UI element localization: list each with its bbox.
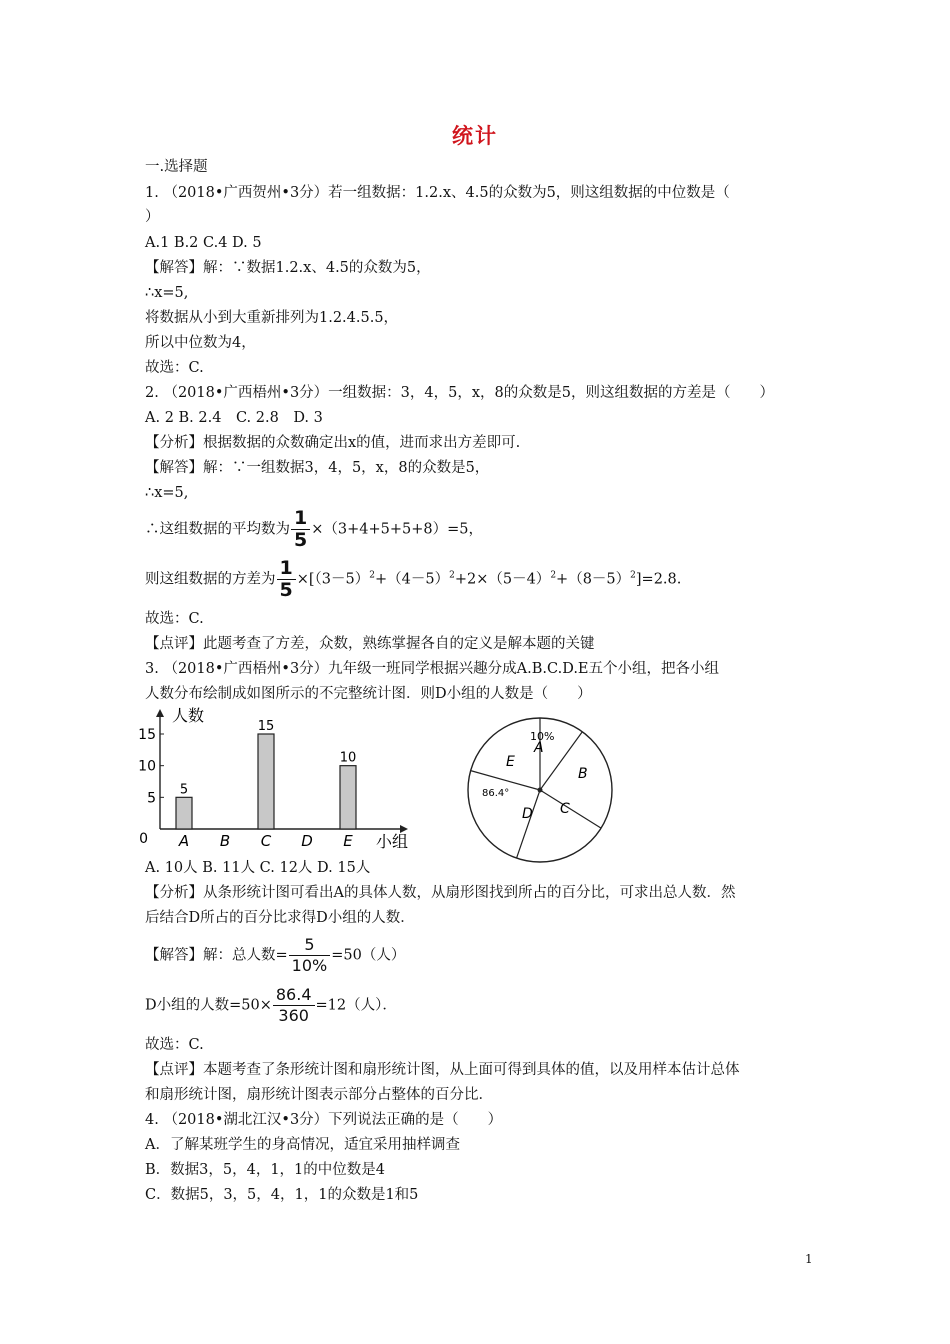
pie-annotation: 86.4°: [482, 788, 510, 799]
q2-mean-formula: [145, 508, 483, 551]
q3-d-suffix: =12（人）．: [315, 997, 397, 1014]
variance-term-3: +2×（5－4）: [454, 571, 551, 588]
bar-data-label: 15: [257, 719, 275, 734]
q1-answer-line4: 所以中位数为4，: [145, 335, 256, 351]
q3-options: A. 10人 B. 11人 C. 12人 D. 15人: [145, 860, 371, 876]
x-tick-label: D: [301, 832, 313, 850]
q2-mean-prefix: ∴这组数据的平均数为: [145, 521, 290, 538]
fraction-numerator: 1: [291, 508, 310, 530]
superscript-2: 2: [630, 570, 636, 581]
y-tick-label: 5: [147, 790, 156, 807]
q3-total-fraction: [289, 935, 331, 976]
q3-total-prefix: 【解答】解：总人数=: [145, 947, 288, 964]
fraction-numerator: 5: [289, 935, 331, 956]
q2-answer-line1: 【解答】解：∵一组数据3，4，5，x，8的众数是5，: [145, 460, 490, 476]
bar-chart: [140, 705, 430, 850]
y-tick-label: 0: [139, 831, 148, 847]
q1-answer-line5: 故选：C.: [145, 360, 204, 376]
q2-answer-line2: ∴x=5,: [145, 485, 189, 501]
q2-variance-prefix: 则这组数据的方差为: [145, 571, 276, 588]
q4-option-c: C．数据5，3，5，4，1，1的众数是1和5: [145, 1187, 419, 1203]
fraction-denominator: 360: [278, 1006, 309, 1025]
q1-answer-line3: 将数据从小到大重新排列为1.2.4.5.5，: [145, 310, 399, 326]
q1-stem-line1: 1. （2018•广西贺州•3分）若一组数据：1.2.x、4.5的众数为5，则这组数据的中位数是（: [145, 185, 730, 201]
pie-slice-label: B: [578, 766, 588, 782]
y-tick-label: 10: [138, 758, 156, 775]
q3-d-prefix: D小组的人数=50×: [145, 997, 272, 1014]
q2-mean-suffix: ×（3+4+5+5+8）=5，: [311, 521, 483, 538]
q3-total-suffix: =50（人）: [331, 947, 406, 964]
x-tick-label: E: [343, 832, 353, 850]
superscript-2: 2: [449, 570, 455, 581]
q4-option-b: B．数据3，5，4，1，1的中位数是4: [145, 1162, 386, 1178]
q3-comment-line2: 和扇形统计图，扇形统计图表示部分占整体的百分比．: [145, 1087, 493, 1103]
q2-comment: 【点评】此题考查了方差，众数，熟练掌握各自的定义是解本题的关键: [145, 636, 595, 652]
bar-data-label: 10: [339, 750, 357, 766]
variance-result: ]=2.8.: [635, 571, 682, 588]
fraction-numerator: 86.4: [273, 985, 315, 1006]
pie-annotation: 10%: [530, 730, 555, 743]
pie-slice-label: E: [506, 754, 515, 770]
fraction-denominator: 10%: [291, 956, 328, 975]
pie-slice-label: A: [534, 740, 544, 756]
q1-options: A.1 B.2 C.4 D. 5: [145, 235, 262, 251]
q1-stem-line2: ）: [145, 209, 160, 225]
y-axis-arrow: [156, 709, 164, 717]
q1-answer-line1: 【解答】解：∵数据1.2.x、4.5的众数为5，: [145, 260, 431, 276]
pie-chart: [460, 710, 620, 870]
fraction-numerator: 1: [277, 558, 296, 580]
q4-stem: 4. （2018•湖北江汉•3分）下列说法正确的是（ ）: [145, 1112, 503, 1128]
q3-d-fraction: [273, 985, 315, 1026]
q2-mean-fraction: [291, 508, 310, 551]
bar-data-label: 5: [179, 782, 189, 798]
q2-analysis: 【分析】根据数据的众数确定出x的值，进而求出方差即可.: [145, 435, 521, 451]
bar: [176, 797, 192, 829]
q1-answer-line2: ∴x=5,: [145, 285, 189, 301]
q3-stem-line2: 人数分布绘制成如图所示的不完整统计图．则D小组的人数是（ ）: [145, 686, 592, 702]
pie-slice-label: D: [522, 806, 533, 822]
section-heading: 一.选择题: [145, 159, 208, 175]
pie-slice-label: C: [560, 801, 570, 817]
y-tick-label: 15: [138, 727, 156, 743]
q3-stem-line1: 3. （2018•广西梧州•3分）九年级一班同学根据兴趣分成A.B.C.D.E五个小组，把各小组: [145, 661, 720, 677]
q3-d-formula: [145, 985, 397, 1026]
bar: [258, 734, 274, 829]
q2-stem: 2. （2018•广西梧州•3分）一组数据：3，4，5，x，8的众数是5，则这组数据的方差是（ ）: [145, 385, 774, 401]
variance-term-1: ×[（3－5）: [296, 571, 370, 588]
q3-answer-choice: 故选：C.: [145, 1037, 204, 1053]
superscript-2: 2: [369, 570, 375, 581]
variance-term-2: +（4－5）: [374, 571, 450, 588]
q2-answer-choice: 故选：C.: [145, 611, 204, 627]
q3-analysis-line1: 【分析】从条形统计图可看出A的具体人数，从扇形图找到所占的百分比，可求出总人数．然: [145, 885, 736, 901]
variance-term-4: +（8－5）: [556, 571, 631, 588]
x-tick-label: A: [178, 832, 190, 850]
pie-center: [538, 788, 543, 793]
x-tick-label: C: [260, 832, 272, 850]
x-axis-label: 小组: [376, 832, 409, 851]
q2-variance-formula: [145, 558, 681, 601]
y-axis-label: 人数: [172, 706, 205, 725]
fraction-denominator: 5: [279, 579, 293, 601]
page-title: 统计: [452, 123, 498, 148]
bar: [340, 766, 356, 829]
x-tick-label: B: [219, 832, 231, 850]
q3-comment-line1: 【点评】本题考查了条形统计图和扇形统计图，从上面可得到具体的值，以及用样本估计总体: [145, 1062, 740, 1078]
fraction-denominator: 5: [294, 529, 308, 551]
q3-total-formula: [145, 935, 405, 976]
page-number: 1: [805, 1252, 813, 1266]
q4-option-a: A．了解某班学生的身高情况，适宜采用抽样调查: [145, 1137, 460, 1153]
q2-options: A. 2 B. 2.4 C. 2.8 D. 3: [145, 410, 323, 426]
superscript-2: 2: [550, 570, 557, 581]
q3-analysis-line2: 后结合D所占的百分比求得D小组的人数．: [145, 910, 415, 926]
q2-variance-fraction: [277, 558, 296, 601]
